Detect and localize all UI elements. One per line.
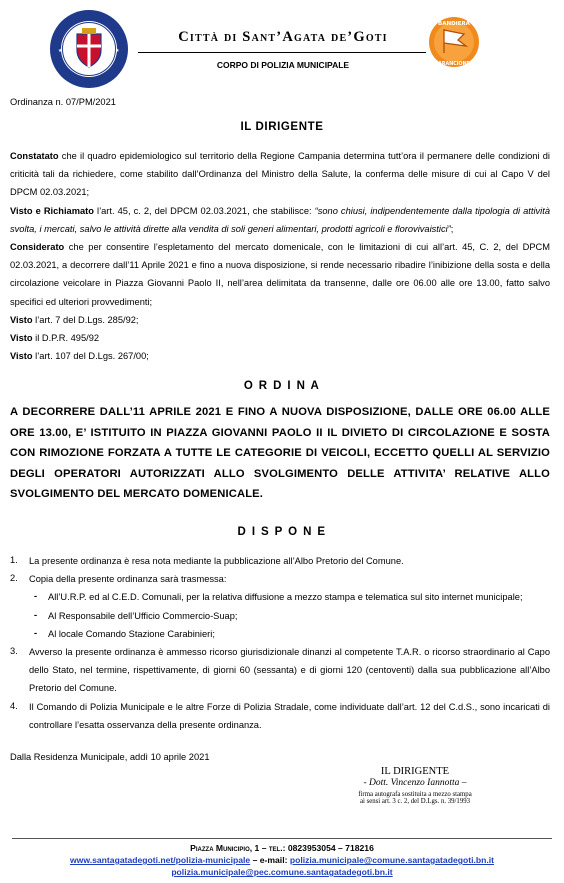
flag-text-top: BANDIERA — [438, 21, 470, 27]
corpo-label: CORPO DI POLIZIA MUNICIPALE — [216, 60, 350, 70]
paragraph-visto-richiamato: Visto e Richiamato l’art. 45, c. 2, del DPCM 02.03.2021, che stabilisce: “sono chiusi, indipendentemente dalla tipologia di attività svolta, i mercati, salvo le attività dirette alla vendita di soli generi alimentari, prodotti agricoli e florovivaistici”; — [10, 205, 550, 234]
preamble — [10, 147, 550, 365]
dispone-list — [10, 552, 550, 734]
bullet-mark: - — [34, 591, 38, 602]
signature-note-2: ai sensi art. 3 c. 2, del D.Lgs. n. 39/1993 — [359, 798, 471, 805]
bullet-text: All’U.R.P. ed al C.E.D. Comunali, per la relativa diffusione a mezzo stampa e telematica sul sito internet municipale; — [48, 592, 523, 603]
list-item-text: Avverso la presente ordinanza è ammesso ricorso giurisdizionale dinanzi al competente T.A.R. o ricorso straordinario al Capo dello Stato, nel termine, rispettivamente, di giorni 60 (sessanta) e di giorni 120 (centoventi) dalla sua pubblicazione all’Albo Pretorio del Comune. — [29, 647, 550, 694]
footer-address: Piazza Municipio, 1 – tel.: 0823953054 – 718216 — [190, 843, 374, 853]
pec-link[interactable]: polizia.municipale@pec.comune.santagatadegoti.bn.it — [171, 867, 393, 877]
list-item — [10, 552, 550, 570]
list-item-text: Il Comando di Polizia Municipale e le altre Forze di Polizia Stradale, come individuate dall’art. 12 del C.d.S., sono incaricati di controllare l’esatta osservanza della presente ordinanza. — [29, 701, 550, 730]
bullet-item — [10, 588, 550, 606]
list-number: 1. — [10, 555, 18, 565]
list-item — [10, 698, 550, 734]
website-link[interactable]: www.santagatadegoti.net/polizia-municipale — [70, 855, 251, 865]
email-label: – e-mail: — [250, 855, 290, 865]
bandiera-arancione-logo — [428, 13, 480, 71]
bullet-mark: - — [34, 609, 38, 620]
footer — [0, 842, 564, 878]
email-link[interactable]: polizia.municipale@comune.santagatadegoti.bn.it — [289, 855, 494, 865]
bullet-item — [10, 607, 550, 625]
footer-rule — [12, 838, 552, 839]
paragraph-visto-2: Visto il D.P.R. 495/92 — [10, 333, 100, 344]
signature-title: IL DIRIGENTE — [380, 766, 450, 777]
list-item-text: Copia della presente ordinanza sarà trasmessa: — [29, 574, 227, 585]
heading-dispone: D I S P O N E — [237, 526, 327, 538]
heading-dirigente: IL DIRIGENTE — [240, 121, 324, 133]
town-title: Città di Sant’Agata de’Goti — [178, 29, 388, 45]
bullet-mark: - — [34, 627, 38, 638]
list-item-text: La presente ordinanza è resa nota mediante la pubblicazione all’Albo Pretorio del Comune. — [29, 556, 404, 566]
list-item — [10, 643, 550, 698]
paragraph-visto-1: Visto l’art. 7 del D.Lgs. 285/92; — [10, 314, 139, 325]
list-number: 3. — [10, 646, 18, 657]
date-line: Dalla Residenza Municipale, addì 10 aprile 2021 — [10, 752, 210, 762]
signature-name: - Dott. Vincenzo Iannotta – — [363, 778, 467, 788]
paragraph-considerato: Considerato che per consentire l’espletamento del mercato domenicale, con le limitazioni di cui all’art. 45, C. 2, del DPCM 02.03.2021, a decorrere dall’11 Aprile 2021 e fino a nuova disposizione, si rende necessario ribadire l’inibizione della sosta e della circolazione veicolare in Piazza Giovanni Paolo II, nell’area delimitata da transenne, dalle ore 06.00 alle ore 13.00, fatto salvo specifici ed ulteriori provvedimenti; — [10, 242, 550, 307]
list-number: 2. — [10, 573, 18, 584]
bullet-text: Al Responsabile dell’Ufficio Commercio-Suap; — [48, 610, 238, 621]
signature-block — [320, 766, 510, 805]
flag-text-bottom: ARANCIONE — [438, 62, 470, 67]
bullet-text: Al locale Comando Stazione Carabinieri; — [48, 628, 215, 639]
police-seal-logo — [48, 8, 130, 90]
svg-text:★: ★ — [115, 48, 120, 54]
ordina-text: A DECORRERE DALL’11 APRILE 2021 E FINO A NUOVA DISPOSIZIONE, DALLE ORE 06.00 ALLE ORE 13.00, E’ ISTITUITO IN PIAZZA GIOVANNI PAOLO II IL DIVIETO DI CIRCOLAZIONE E SOSTA CON RIMOZIONE FORZATA A TUTTE LE CATEGORIE DI VEICOLI, ECCETTO QUELLI AL SERVIZIO DEGLI OPERATORI AUTORIZZATI ALLO SVOLGIMENTO DELLE ATTIVITA’ RELATIVE ALLO SVOLGIMENTO DEL MERCATO DOMENICALE. — [10, 406, 550, 501]
ordinanza-number: Ordinanza n. 07/PM/2021 — [10, 97, 116, 107]
list-number: 4. — [10, 700, 18, 711]
paragraph-visto-3: Visto l’art. 107 del D.Lgs. 267/00; — [10, 351, 149, 362]
title-underline — [138, 52, 426, 53]
list-item — [10, 570, 550, 588]
paragraph-constatato: Constatato che il quadro epidemiologico sul territorio della Regione Campania determina tutt’ora il permanere delle condizioni di criticità tali da richiedere, come stabilito dall’Ordinanza del Ministro della Salute, la conferma delle misure di cui al Capo V del DPCM 02.03.2021; — [10, 151, 550, 198]
svg-text:★: ★ — [58, 48, 63, 54]
signature-note-1: firma autografa sostituita a mezzo stampa — [358, 791, 472, 798]
heading-ordina: O R D I N A — [243, 380, 321, 392]
bullet-item — [10, 625, 550, 643]
